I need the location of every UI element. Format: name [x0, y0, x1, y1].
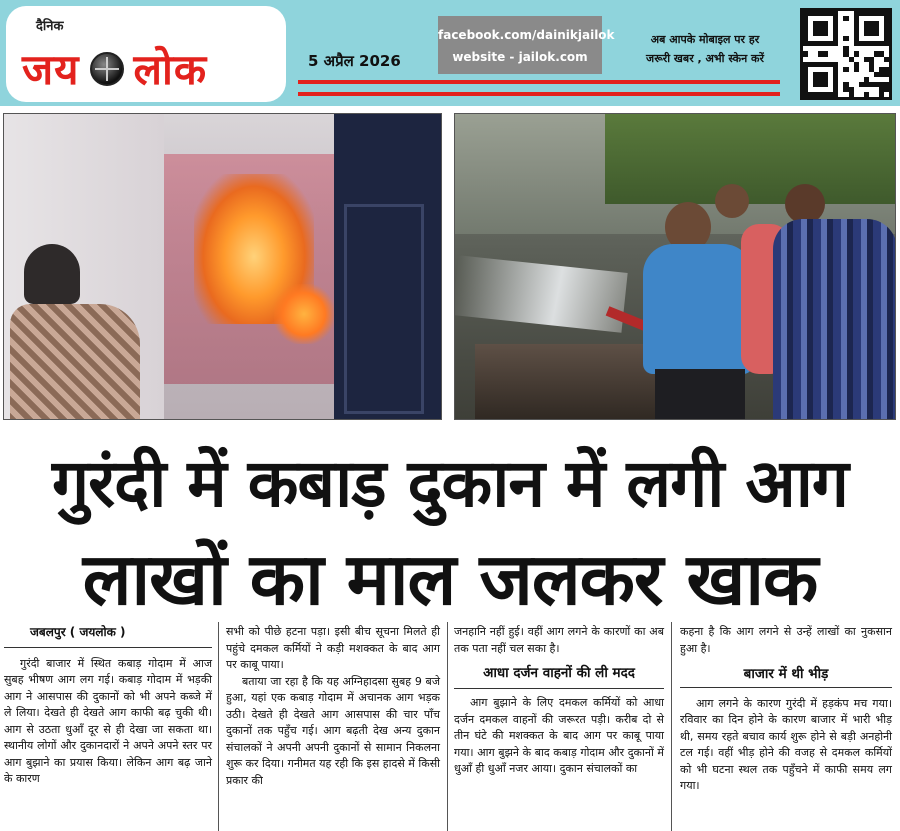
trees — [605, 114, 896, 204]
logo-small-label: दैनिक — [36, 19, 64, 34]
column-divider — [218, 622, 219, 831]
water-spray — [454, 255, 628, 332]
col2-paragraph-1: सभी को पीछे हटना पड़ा। इसी बीच सूचना मिलते ही पहुंचे दमकल कर्मियों ने कड़ी मशक्कत के बाद आग पर काबू पाया। — [226, 625, 440, 671]
promo-line-2: जरूरी खबर , अभी स्केन करें — [646, 52, 764, 65]
col4-paragraph-2: आग लगने के कारण गुरंदी में हड़कंप मच गया। रविवार का दिन होने के कारण बाजार में भारी भीड़ थी, समय रहते बचाव कार्य शुरू होने से बड़ी अनहोनी टल गई। वहीं भीड़ होने की वजह से दमकल कर्मियों को भी घटना स्थल तक पहुँचने में काफी समय लग गया। — [680, 696, 892, 792]
column-divider — [447, 622, 448, 831]
edition-date: 5 अप्रैल 2026 — [308, 52, 401, 70]
logo-word-2: लोक — [133, 45, 208, 94]
promo-line-1: अब आपके मोबाइल पर हर — [650, 33, 760, 46]
subheading-market-crowd: बाजार में थी भीड़ — [680, 663, 892, 688]
dateline: जबलपुर ( जयलोक ) — [4, 624, 212, 648]
col3-paragraph-1: जनहानि नहीं हुई। वहीं आग लगने के कारणों का अब तक पता नहीं चल सका है। — [454, 625, 664, 655]
col3-paragraph-2: आग बुझाने के लिए दमकल कर्मियों को आधा दर्जन दमकल वाहनों की जरूरत पड़ी। करीब दो से तीन घंटे की मशक्कत के बाद आग पर काबू पाया गया। आग बुझने के बाद कबाड़ गोदाम और दुकानों में धुआँ ही धुआँ नजर आया। दुकान संचालकों का — [454, 696, 664, 775]
article-column-2 — [226, 624, 440, 789]
logo[interactable] — [6, 6, 286, 102]
person-shirt — [10, 304, 140, 420]
col4-paragraph-1: कहना है कि आग लगने से उन्हें लाखों का नुकसान हुआ है। — [680, 625, 892, 655]
headline-line-1: गुरंदी में कबाड़ दुकान में लगी आग — [52, 445, 848, 522]
globe-icon — [90, 52, 124, 86]
fire-flames-small — [274, 284, 334, 344]
article-column-3 — [454, 624, 664, 778]
headline-line-2: लाखों का माल जलकर खाक — [82, 537, 818, 621]
firefighter-pants — [655, 369, 745, 420]
person-head-right — [785, 184, 825, 224]
masthead — [0, 0, 900, 106]
header-rule-bottom — [298, 92, 780, 96]
social-links — [438, 16, 615, 74]
column-divider — [671, 622, 672, 831]
qr-promo-text — [620, 30, 790, 68]
col2-paragraph-2: बताया जा रहा है कि यह अग्निहादसा सुबह 9 बजे हुआ, यहां एक कबाड़ गोदाम में अचानक आग भड़क उठी। देखते ही देखते आग आसपास की चार पाँच दुकानों तक पहुँच गई। आग बढ़ती देख अन्य दुकान संचालकों ने अपनी अपनी दुकानों से सामान निकलना शुरू कर दिया। गनीमत यह रही कि इस हादसे में किसी प्रकार की — [226, 674, 440, 787]
person-head — [24, 244, 80, 304]
header-rule-top — [298, 80, 780, 84]
col1-paragraph: गुरंदी बाजार में स्थित कबाड़ गोदाम में आज सुबह भीषण आग लग गई। कबाड़ गोदाम में भड़की आग ने आसपास की दुकानों को भी अपने कब्जे में ले लिया। देखते ही देखते आग काफी बढ़ चुकी थी। आग से उठता धुआँ दूर से ही देखा जा सकता था। स्थानीय लोगों और दुकानदारों ने अपने अपने स्तर पर आग बुझाने का प्रयास किया। लेकिन आग बढ़ जाने के कारण — [4, 656, 212, 785]
logo-wordmark — [22, 40, 207, 97]
qr-code-icon[interactable] — [800, 8, 892, 100]
firefighter-shirt — [643, 244, 753, 374]
door-frame — [344, 204, 424, 414]
logo-word-1: जय — [22, 45, 80, 94]
website-link[interactable]: website - jailok.com — [452, 50, 588, 64]
bystander-head — [715, 184, 749, 218]
photo-firefighting-scene — [454, 113, 896, 420]
article-column-1 — [4, 624, 212, 788]
article-column-4 — [680, 624, 892, 795]
person-checked-shirt — [773, 219, 896, 420]
facebook-link[interactable]: facebook.com/dainikjailok — [438, 28, 615, 42]
photo-fire-scene — [3, 113, 442, 420]
subheading-vehicles: आधा दर्जन वाहनों की ली मदद — [454, 659, 664, 689]
